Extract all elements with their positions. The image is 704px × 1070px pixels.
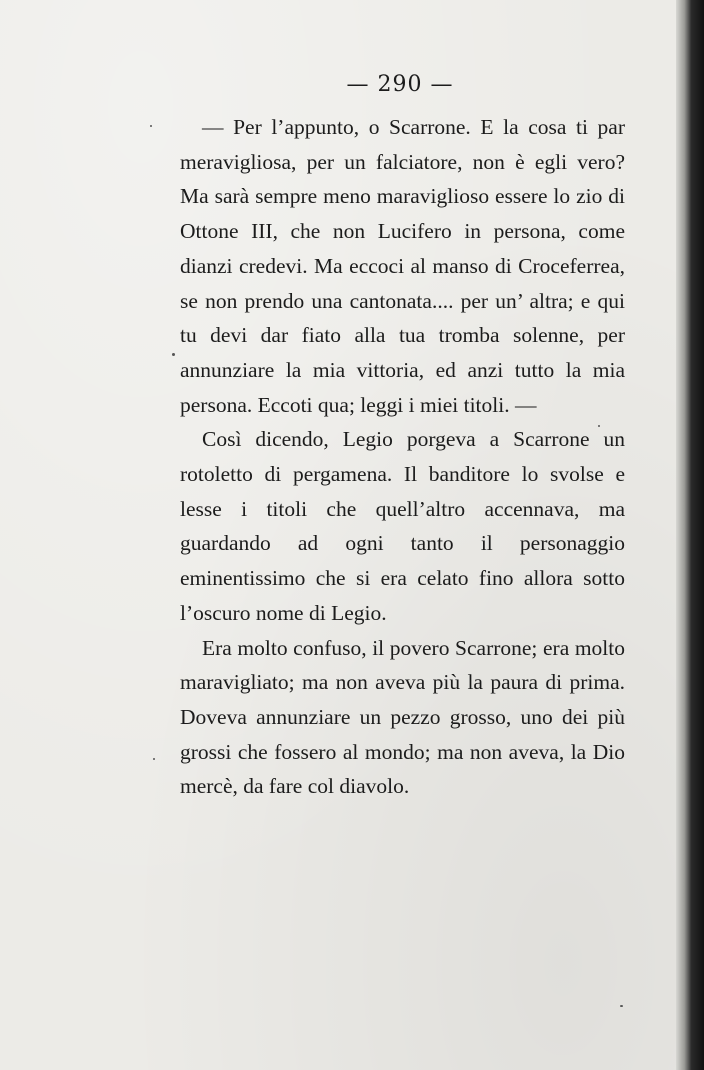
paper-speck — [153, 758, 155, 760]
paper-speck — [150, 125, 152, 127]
paper-speck — [620, 1005, 623, 1007]
body-text — [180, 110, 625, 804]
book-spine-shadow — [676, 0, 704, 1070]
paragraph-2: Così dicendo, Legio porgeva a Scarrone un rotoletto di pergamena. Il banditore lo svolse e lesse i titoli che quell’altro accennava, ma guardando ad ogni tanto il personaggio eminentissimo che si era celato fino allora sotto l’oscuro nome di Legio. — [180, 427, 625, 625]
paragraph-1: — Per l’appunto, o Scarrone. E la cosa ti par meravigliosa, per un falciatore, non è egli vero? Ma sarà sempre meno maraviglioso essere lo zio di Ottone III, che non Lucifero in persona, come dianzi credevi. Ma eccoci al manso di Croceferrea, se non prendo una cantonata.... per un’ altra; e qui tu devi dar fiato alla tua tromba solenne, per annunziare la mia vittoria, ed anzi tutto la mia persona. Eccoti qua; leggi i miei titoli. — — [180, 115, 625, 417]
paragraph-3: Era molto confuso, il povero Scarrone; era molto maravigliato; ma non aveva più la paura di prima. Doveva annunziare un pezzo grosso, uno dei più grossi che fossero al mondo; ma non aveva, la Dio mercè, da fare col diavolo. — [180, 635, 625, 799]
paper-speck — [172, 353, 175, 356]
paper-speck — [598, 425, 600, 427]
page-number: — 290 — — [346, 72, 454, 97]
